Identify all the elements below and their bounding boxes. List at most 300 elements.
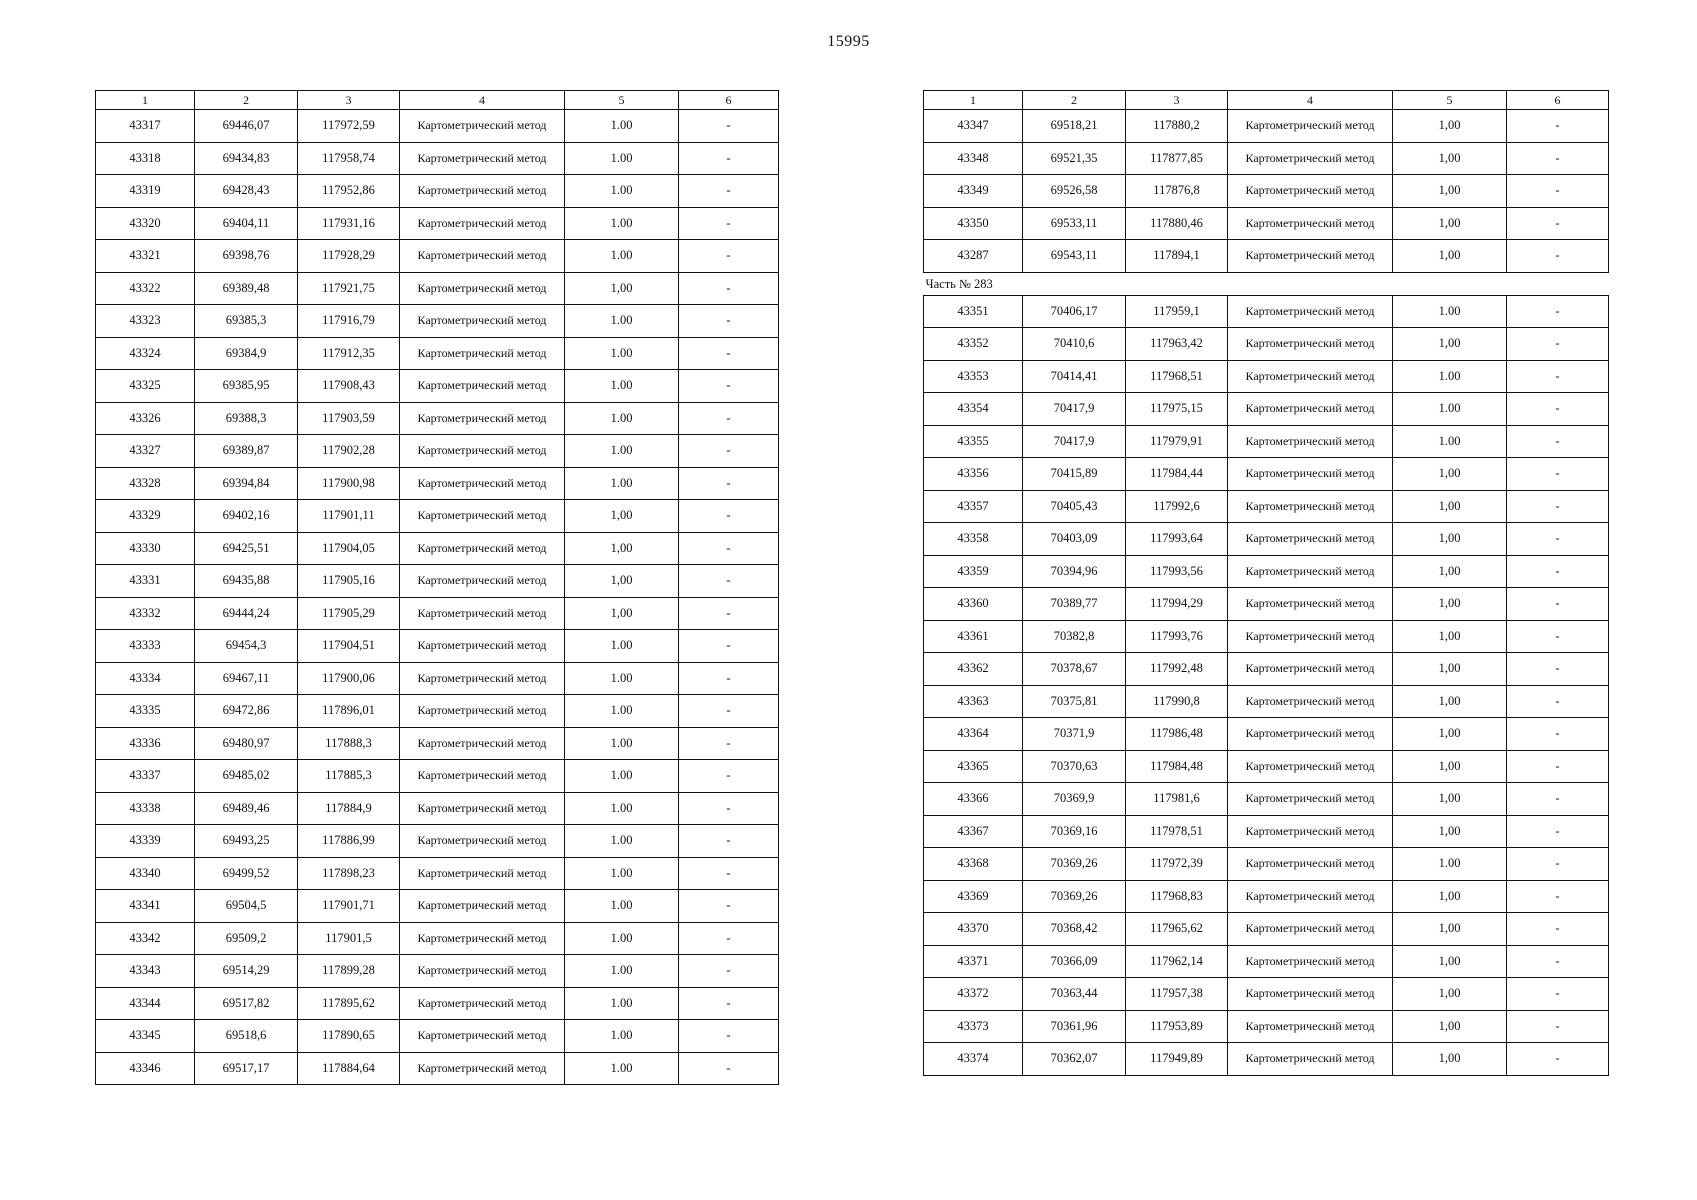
- table-row: [96, 597, 779, 630]
- point-number-cell: 43373: [924, 1010, 1023, 1043]
- method-cell: Картометрический метод: [400, 857, 565, 890]
- method-cell: Картометрический метод: [1228, 620, 1393, 653]
- accuracy-cell: 1,00: [1393, 207, 1507, 240]
- point-number-cell: 43359: [924, 555, 1023, 588]
- table-row: [96, 110, 779, 143]
- point-number-cell: 43319: [96, 175, 195, 208]
- accuracy-cell: 1.00: [565, 695, 679, 728]
- point-number-cell: 43330: [96, 532, 195, 565]
- accuracy-cell: 1.00: [565, 630, 679, 663]
- accuracy-cell: 1,00: [1393, 555, 1507, 588]
- y-coordinate-cell: 117884,9: [298, 792, 400, 825]
- description-cell: -: [679, 337, 779, 370]
- point-number-cell: 43366: [924, 783, 1023, 816]
- method-cell: Картометрический метод: [1228, 1043, 1393, 1076]
- description-cell: -: [679, 110, 779, 143]
- y-coordinate-cell: 117896,01: [298, 695, 400, 728]
- accuracy-cell: 1.00: [565, 890, 679, 923]
- y-coordinate-cell: 117979,91: [1126, 425, 1228, 458]
- y-coordinate-cell: 117957,38: [1126, 978, 1228, 1011]
- accuracy-cell: 1.00: [565, 987, 679, 1020]
- accuracy-cell: 1,00: [1393, 458, 1507, 491]
- x-coordinate-cell: 70394,96: [1023, 555, 1126, 588]
- x-coordinate-cell: 70369,26: [1023, 848, 1126, 881]
- point-number-cell: 43335: [96, 695, 195, 728]
- method-cell: Картометрический метод: [400, 370, 565, 403]
- method-cell: Картометрический метод: [1228, 718, 1393, 751]
- column-header: 5: [565, 91, 679, 110]
- accuracy-cell: 1.00: [1393, 848, 1507, 881]
- point-number-cell: 43367: [924, 815, 1023, 848]
- point-number-cell: 43353: [924, 360, 1023, 393]
- x-coordinate-cell: 70368,42: [1023, 913, 1126, 946]
- method-cell: Картометрический метод: [400, 987, 565, 1020]
- y-coordinate-cell: 117899,28: [298, 955, 400, 988]
- point-number-cell: 43328: [96, 467, 195, 500]
- description-cell: -: [679, 597, 779, 630]
- table-row: [96, 922, 779, 955]
- description-cell: -: [1507, 360, 1609, 393]
- y-coordinate-cell: 117993,56: [1126, 555, 1228, 588]
- description-cell: -: [679, 435, 779, 468]
- y-coordinate-cell: 117880,2: [1126, 110, 1228, 143]
- x-coordinate-cell: 69389,87: [195, 435, 298, 468]
- table-row: [924, 110, 1609, 143]
- x-coordinate-cell: 70361,96: [1023, 1010, 1126, 1043]
- description-cell: -: [679, 402, 779, 435]
- method-cell: Картометрический метод: [400, 305, 565, 338]
- accuracy-cell: 1.00: [565, 370, 679, 403]
- x-coordinate-cell: 69428,43: [195, 175, 298, 208]
- description-cell: -: [1507, 1043, 1609, 1076]
- accuracy-cell: 1,00: [565, 272, 679, 305]
- point-number-cell: 43322: [96, 272, 195, 305]
- y-coordinate-cell: 117912,35: [298, 337, 400, 370]
- method-cell: Картометрический метод: [400, 435, 565, 468]
- description-cell: -: [679, 792, 779, 825]
- description-cell: -: [679, 695, 779, 728]
- x-coordinate-cell: 69454,3: [195, 630, 298, 663]
- method-cell: Картометрический метод: [1228, 328, 1393, 361]
- accuracy-cell: 1.00: [565, 142, 679, 175]
- x-coordinate-cell: 69404,11: [195, 207, 298, 240]
- y-coordinate-cell: 117975,15: [1126, 393, 1228, 426]
- x-coordinate-cell: 70363,44: [1023, 978, 1126, 1011]
- column-header: 6: [1507, 91, 1609, 110]
- y-coordinate-cell: 117984,48: [1126, 750, 1228, 783]
- description-cell: -: [679, 825, 779, 858]
- table-row: [924, 142, 1609, 175]
- table-row: [96, 825, 779, 858]
- method-cell: Картометрический метод: [1228, 207, 1393, 240]
- table-row: [96, 240, 779, 273]
- y-coordinate-cell: 117901,5: [298, 922, 400, 955]
- y-coordinate-cell: 117981,6: [1126, 783, 1228, 816]
- table-row: [96, 142, 779, 175]
- accuracy-cell: 1.00: [565, 240, 679, 273]
- x-coordinate-cell: 70389,77: [1023, 588, 1126, 621]
- table-row: [96, 987, 779, 1020]
- x-coordinate-cell: 69472,86: [195, 695, 298, 728]
- point-number-cell: 43352: [924, 328, 1023, 361]
- accuracy-cell: 1.00: [565, 662, 679, 695]
- column-header: 6: [679, 91, 779, 110]
- column-header: 1: [924, 91, 1023, 110]
- x-coordinate-cell: 69485,02: [195, 760, 298, 793]
- accuracy-cell: 1,00: [1393, 718, 1507, 751]
- x-coordinate-cell: 69480,97: [195, 727, 298, 760]
- column-header: 2: [1023, 91, 1126, 110]
- table-row: [96, 792, 779, 825]
- method-cell: Картометрический метод: [400, 1052, 565, 1085]
- method-cell: Картометрический метод: [400, 792, 565, 825]
- description-cell: -: [679, 565, 779, 598]
- accuracy-cell: 1.00: [565, 435, 679, 468]
- method-cell: Картометрический метод: [400, 337, 565, 370]
- y-coordinate-cell: 117994,29: [1126, 588, 1228, 621]
- y-coordinate-cell: 117877,85: [1126, 142, 1228, 175]
- method-cell: Картометрический метод: [1228, 848, 1393, 881]
- y-coordinate-cell: 117890,65: [298, 1020, 400, 1053]
- x-coordinate-cell: 70382,8: [1023, 620, 1126, 653]
- y-coordinate-cell: 117884,64: [298, 1052, 400, 1085]
- point-number-cell: 43287: [924, 240, 1023, 273]
- accuracy-cell: 1.00: [565, 402, 679, 435]
- x-coordinate-cell: 70371,9: [1023, 718, 1126, 751]
- x-coordinate-cell: 69425,51: [195, 532, 298, 565]
- table-row: [924, 1010, 1609, 1043]
- accuracy-cell: 1.00: [565, 305, 679, 338]
- table-row: [924, 555, 1609, 588]
- accuracy-cell: 1,00: [1393, 685, 1507, 718]
- accuracy-cell: 1.00: [565, 1020, 679, 1053]
- x-coordinate-cell: 69504,5: [195, 890, 298, 923]
- accuracy-cell: 1,00: [565, 532, 679, 565]
- y-coordinate-cell: 117888,3: [298, 727, 400, 760]
- method-cell: Картометрический метод: [400, 727, 565, 760]
- point-number-cell: 43342: [96, 922, 195, 955]
- method-cell: Картометрический метод: [400, 825, 565, 858]
- accuracy-cell: 1,00: [1393, 1010, 1507, 1043]
- accuracy-cell: 1.00: [565, 955, 679, 988]
- description-cell: -: [679, 175, 779, 208]
- x-coordinate-cell: 69394,84: [195, 467, 298, 500]
- method-cell: Картометрический метод: [1228, 588, 1393, 621]
- point-number-cell: 43350: [924, 207, 1023, 240]
- table-row: [96, 435, 779, 468]
- column-header: 5: [1393, 91, 1507, 110]
- description-cell: -: [1507, 588, 1609, 621]
- method-cell: Картометрический метод: [400, 695, 565, 728]
- point-number-cell: 43364: [924, 718, 1023, 751]
- y-coordinate-cell: 117949,89: [1126, 1043, 1228, 1076]
- y-coordinate-cell: 117984,44: [1126, 458, 1228, 491]
- description-cell: -: [679, 890, 779, 923]
- method-cell: Картометрический метод: [1228, 490, 1393, 523]
- description-cell: -: [1507, 240, 1609, 273]
- y-coordinate-cell: 117900,98: [298, 467, 400, 500]
- point-number-cell: 43372: [924, 978, 1023, 1011]
- y-coordinate-cell: 117898,23: [298, 857, 400, 890]
- method-cell: Картометрический метод: [1228, 978, 1393, 1011]
- y-coordinate-cell: 117968,51: [1126, 360, 1228, 393]
- column-header: 1: [96, 91, 195, 110]
- point-number-cell: 43331: [96, 565, 195, 598]
- accuracy-cell: 1.00: [565, 175, 679, 208]
- x-coordinate-cell: 69514,29: [195, 955, 298, 988]
- point-number-cell: 43345: [96, 1020, 195, 1053]
- table-row: [96, 662, 779, 695]
- method-cell: Картометрический метод: [1228, 653, 1393, 686]
- description-cell: -: [1507, 490, 1609, 523]
- method-cell: Картометрический метод: [400, 272, 565, 305]
- y-coordinate-cell: 117886,99: [298, 825, 400, 858]
- y-coordinate-cell: 117905,16: [298, 565, 400, 598]
- x-coordinate-cell: 70369,9: [1023, 783, 1126, 816]
- description-cell: -: [1507, 620, 1609, 653]
- method-cell: Картометрический метод: [1228, 523, 1393, 556]
- table-row: [924, 588, 1609, 621]
- y-coordinate-cell: 117958,74: [298, 142, 400, 175]
- point-number-cell: 43320: [96, 207, 195, 240]
- description-cell: -: [1507, 142, 1609, 175]
- table-row: [924, 880, 1609, 913]
- point-number-cell: 43343: [96, 955, 195, 988]
- x-coordinate-cell: 70417,9: [1023, 393, 1126, 426]
- method-cell: Картометрический метод: [1228, 880, 1393, 913]
- y-coordinate-cell: 117901,11: [298, 500, 400, 533]
- x-coordinate-cell: 69398,76: [195, 240, 298, 273]
- table-row: [96, 402, 779, 435]
- method-cell: Картометрический метод: [400, 1020, 565, 1053]
- accuracy-cell: 1,00: [565, 565, 679, 598]
- x-coordinate-cell: 69543,11: [1023, 240, 1126, 273]
- point-number-cell: 43334: [96, 662, 195, 695]
- accuracy-cell: 1,00: [1393, 175, 1507, 208]
- description-cell: -: [1507, 425, 1609, 458]
- table-row: [924, 393, 1609, 426]
- point-number-cell: 43365: [924, 750, 1023, 783]
- y-coordinate-cell: 117876,8: [1126, 175, 1228, 208]
- y-coordinate-cell: 117904,05: [298, 532, 400, 565]
- table-row: [96, 630, 779, 663]
- description-cell: -: [1507, 328, 1609, 361]
- y-coordinate-cell: 117992,6: [1126, 490, 1228, 523]
- point-number-cell: 43370: [924, 913, 1023, 946]
- table-row: [96, 370, 779, 403]
- point-number-cell: 43347: [924, 110, 1023, 143]
- accuracy-cell: 1,00: [1393, 110, 1507, 143]
- description-cell: -: [679, 922, 779, 955]
- accuracy-cell: 1,00: [1393, 490, 1507, 523]
- accuracy-cell: 1,00: [565, 597, 679, 630]
- x-coordinate-cell: 69521,35: [1023, 142, 1126, 175]
- table-row: [96, 175, 779, 208]
- description-cell: -: [679, 500, 779, 533]
- point-number-cell: 43369: [924, 880, 1023, 913]
- description-cell: -: [679, 305, 779, 338]
- table-row: [924, 175, 1609, 208]
- point-number-cell: 43324: [96, 337, 195, 370]
- accuracy-cell: 1,00: [1393, 240, 1507, 273]
- method-cell: Картометрический метод: [1228, 458, 1393, 491]
- x-coordinate-cell: 69533,11: [1023, 207, 1126, 240]
- table-row: [96, 500, 779, 533]
- accuracy-cell: 1.00: [565, 1052, 679, 1085]
- x-coordinate-cell: 69467,11: [195, 662, 298, 695]
- x-coordinate-cell: 69517,82: [195, 987, 298, 1020]
- table-row: [96, 207, 779, 240]
- point-number-cell: 43337: [96, 760, 195, 793]
- x-coordinate-cell: 70369,26: [1023, 880, 1126, 913]
- accuracy-cell: 1.00: [1393, 360, 1507, 393]
- accuracy-cell: 1,00: [1393, 328, 1507, 361]
- table-row: [924, 425, 1609, 458]
- point-number-cell: 43360: [924, 588, 1023, 621]
- section-label: Часть № 283: [924, 272, 1609, 295]
- y-coordinate-cell: 117993,64: [1126, 523, 1228, 556]
- point-number-cell: 43339: [96, 825, 195, 858]
- table-row: [96, 857, 779, 890]
- accuracy-cell: 1.00: [565, 727, 679, 760]
- description-cell: -: [679, 662, 779, 695]
- accuracy-cell: 1,00: [1393, 945, 1507, 978]
- y-coordinate-cell: 117972,59: [298, 110, 400, 143]
- x-coordinate-cell: 69385,95: [195, 370, 298, 403]
- point-number-cell: 43318: [96, 142, 195, 175]
- accuracy-cell: 1,00: [1393, 913, 1507, 946]
- x-coordinate-cell: 70378,67: [1023, 653, 1126, 686]
- y-coordinate-cell: 117908,43: [298, 370, 400, 403]
- accuracy-cell: 1,00: [1393, 653, 1507, 686]
- table-row: [96, 890, 779, 923]
- method-cell: Картометрический метод: [1228, 783, 1393, 816]
- table-row: [924, 718, 1609, 751]
- description-cell: -: [1507, 815, 1609, 848]
- y-coordinate-cell: 117978,51: [1126, 815, 1228, 848]
- table-row: [96, 955, 779, 988]
- x-coordinate-cell: 70406,17: [1023, 295, 1126, 328]
- point-number-cell: 43356: [924, 458, 1023, 491]
- description-cell: -: [1507, 295, 1609, 328]
- method-cell: Картометрический метод: [400, 597, 565, 630]
- description-cell: -: [1507, 523, 1609, 556]
- table-row: [96, 1052, 779, 1085]
- point-number-cell: 43363: [924, 685, 1023, 718]
- y-coordinate-cell: 117901,71: [298, 890, 400, 923]
- description-cell: -: [1507, 913, 1609, 946]
- accuracy-cell: 1.00: [565, 467, 679, 500]
- point-number-cell: 43354: [924, 393, 1023, 426]
- y-coordinate-cell: 117880,46: [1126, 207, 1228, 240]
- method-cell: Картометрический метод: [1228, 750, 1393, 783]
- point-number-cell: 43349: [924, 175, 1023, 208]
- table-row: [924, 490, 1609, 523]
- table-row: [96, 565, 779, 598]
- description-cell: -: [1507, 848, 1609, 881]
- y-coordinate-cell: 117931,16: [298, 207, 400, 240]
- x-coordinate-cell: 69509,2: [195, 922, 298, 955]
- y-coordinate-cell: 117900,06: [298, 662, 400, 695]
- description-cell: -: [1507, 458, 1609, 491]
- y-coordinate-cell: 117885,3: [298, 760, 400, 793]
- x-coordinate-cell: 69402,16: [195, 500, 298, 533]
- description-cell: -: [679, 272, 779, 305]
- x-coordinate-cell: 70410,6: [1023, 328, 1126, 361]
- method-cell: Картометрический метод: [400, 955, 565, 988]
- point-number-cell: 43374: [924, 1043, 1023, 1076]
- method-cell: Картометрический метод: [1228, 360, 1393, 393]
- table-row: [96, 760, 779, 793]
- x-coordinate-cell: 69446,07: [195, 110, 298, 143]
- method-cell: Картометрический метод: [400, 142, 565, 175]
- y-coordinate-cell: 117928,29: [298, 240, 400, 273]
- accuracy-cell: 1,00: [1393, 1043, 1507, 1076]
- description-cell: -: [1507, 750, 1609, 783]
- accuracy-cell: 1.00: [565, 857, 679, 890]
- table-row: [924, 750, 1609, 783]
- description-cell: -: [679, 467, 779, 500]
- accuracy-cell: 1.00: [565, 825, 679, 858]
- table-row: [96, 532, 779, 565]
- x-coordinate-cell: 69389,48: [195, 272, 298, 305]
- method-cell: Картометрический метод: [1228, 425, 1393, 458]
- x-coordinate-cell: 70362,07: [1023, 1043, 1126, 1076]
- table-row: [924, 685, 1609, 718]
- accuracy-cell: 1,00: [1393, 142, 1507, 175]
- point-number-cell: 43340: [96, 857, 195, 890]
- table-row: [924, 207, 1609, 240]
- x-coordinate-cell: 69388,3: [195, 402, 298, 435]
- table-row: [924, 295, 1609, 328]
- y-coordinate-cell: 117916,79: [298, 305, 400, 338]
- point-number-cell: 43357: [924, 490, 1023, 523]
- method-cell: Картометрический метод: [1228, 555, 1393, 588]
- method-cell: Картометрический метод: [400, 240, 565, 273]
- accuracy-cell: 1.00: [565, 110, 679, 143]
- table-row: [96, 727, 779, 760]
- y-coordinate-cell: 117992,48: [1126, 653, 1228, 686]
- accuracy-cell: 1,00: [1393, 523, 1507, 556]
- table-row: [924, 328, 1609, 361]
- method-cell: Картометрический метод: [1228, 240, 1393, 273]
- method-cell: Картометрический метод: [1228, 945, 1393, 978]
- y-coordinate-cell: 117962,14: [1126, 945, 1228, 978]
- method-cell: Картометрический метод: [1228, 685, 1393, 718]
- y-coordinate-cell: 117921,75: [298, 272, 400, 305]
- table-row: [96, 272, 779, 305]
- method-cell: Картометрический метод: [1228, 110, 1393, 143]
- table-row: [924, 848, 1609, 881]
- description-cell: -: [1507, 393, 1609, 426]
- table-row: [924, 815, 1609, 848]
- x-coordinate-cell: 69435,88: [195, 565, 298, 598]
- x-coordinate-cell: 70415,89: [1023, 458, 1126, 491]
- column-header: 4: [400, 91, 565, 110]
- description-cell: -: [679, 857, 779, 890]
- x-coordinate-cell: 69499,52: [195, 857, 298, 890]
- description-cell: -: [1507, 945, 1609, 978]
- accuracy-cell: 1,00: [1393, 750, 1507, 783]
- point-number-cell: 43346: [96, 1052, 195, 1085]
- table-row: [924, 620, 1609, 653]
- method-cell: Картометрический метод: [1228, 815, 1393, 848]
- x-coordinate-cell: 70417,9: [1023, 425, 1126, 458]
- y-coordinate-cell: 117904,51: [298, 630, 400, 663]
- accuracy-cell: 1,00: [1393, 815, 1507, 848]
- accuracy-cell: 1.00: [565, 792, 679, 825]
- accuracy-cell: 1.00: [565, 760, 679, 793]
